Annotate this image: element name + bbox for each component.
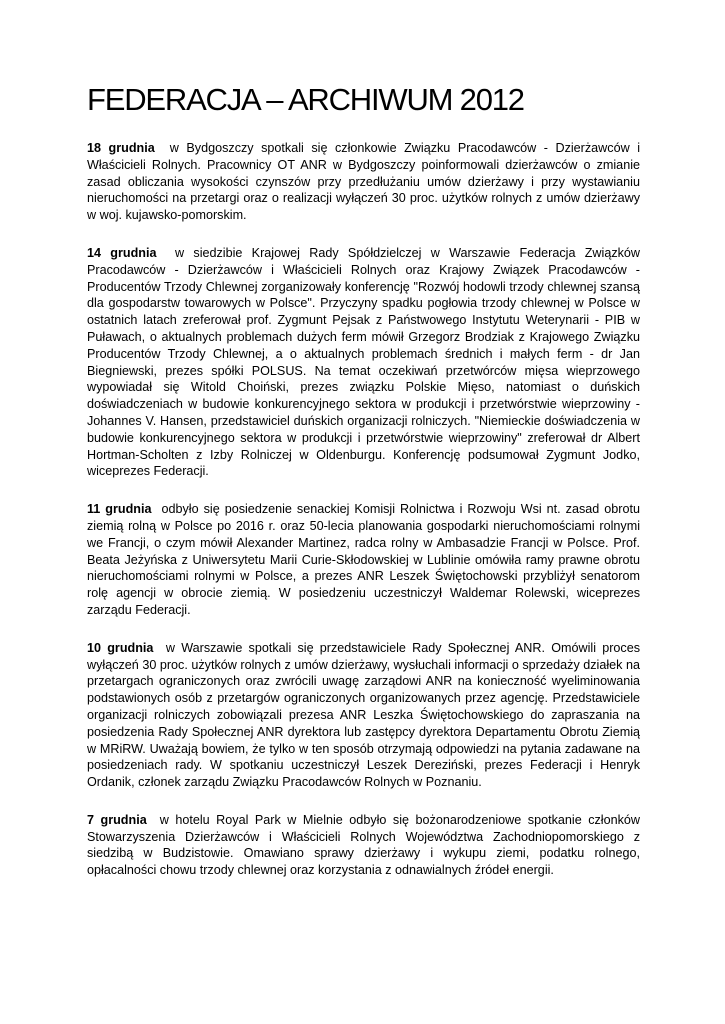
entry-date: 7 grudnia [87,812,147,827]
entry-text: w siedzibie Krajowej Rady Spółdzielczej w Warszawie Federacja Związków Pracodawców - Dzierżawców i Właścicieli Rolnych oraz Krajowy Związek Pracodawców - Producentów Trzody Chlewnej zorganizowały konferencję "Rozwój hodowli trzody chlewnej szansą dla gospodarstw towarowych w Polsce". Przyczyny spadku pogłowia trzody chlewnej w Polsce w ostatnich latach zreferował prof. Zygmunt Pejsak z Państwowego Instytutu Weterynarii - PIB w Puławach, o aktualnych problemach dużych ferm mówił Grzegorz Brodziak z Krajowego Związku Producentów Trzody Chlewnej, a o aktualnych problemach średnich i małych ferm - dr Jan Biegniewski, prezes spółki POLSUS. Na temat oczekiwań przetwórców mięsa wieprzowego wypowiadał się Witold Choiński, prezes związku Polskie Mięso, natomiast o duńskich doświadczeniach w budowie konkurencyjnego sektora w produkcji i przetwórstwie wieprzowiny - Johannes V. Hansen, przedstawiciel duńskich organizacji rolniczych. "Niemieckie doświadczenia w budowie konkurencyjnego sektora w produkcji i przetwórstwie wieprzowiny" zreferował dr Albert Hortman-Scholten z Izby Rolniczej w Oldenburgu. Konferencję podsumował Zygmunt Jodko, wiceprezes Federacji. [87,245,641,479]
archive-entry [87,812,640,879]
entry-date: 11 grudnia [87,502,152,517]
entry-text: w Bydgoszczy spotkali się członkowie Związku Pracodawców - Dzierżawców i Właścicieli Rolnych. Pracownicy OT ANR w Bydgoszczy poinformowali dzierżawców o zmianie zasad obliczania wysokości czynszów przy przedłużaniu umów dzierżawy i przy wystawianiu nieruchomości na przetargi oraz o realizacji wyłączeń 30 proc. użytków rolnych z umów dzierżawy w woj. kujawsko-pomorskim. [87,141,640,223]
entry-date: 10 grudnia [87,640,154,655]
entry-date: 14 grudnia [87,245,157,260]
page-title: FEDERACJA – ARCHIWUM 2012 [87,82,524,117]
entry-text: odbyło się posiedzenie senackiej Komisji Rolnictwa i Rozwoju Wsi nt. zasad obrotu ziemią rolną w Polsce po 2016 r. oraz 50-lecia planowania gospodarki nieruchomościami rolnymi we Francji, o czym mówił Alexander Martinez, radca rolny w Ambasadzie Francji w Polsce. Prof. Beata Jeżyńska z Uniwersytetu Marii Curie-Skłodowskiej w Lublinie omówiła ramy prawne obrotu nieruchomościami rolnymi w Polsce, a prezes ANR Leszek Świętochowski przybliżył senatorom rolę agencji w obrocie ziemią. W posiedzeniu uczestniczył Waldemar Rolewski, wiceprezes zarządu Federacji. [87,502,640,617]
archive-entry [87,140,640,224]
archive-entry [87,501,640,619]
archive-entry [87,640,640,791]
entry-text: w hotelu Royal Park w Mielnie odbyło się bożonarodzeniowe spotkanie członków Stowarzyszenia Dzierżawców i Właścicieli Rolnych Województwa Zachodniopomorskiego z siedzibą w Budzistowie. Omawiano sprawy dzierżawy i wykupu ziemi, podatku rolnego, opłacalności chowu trzody chlewnej oraz korzystania z odnawialnych źródeł energii. [87,812,641,878]
document-page [87,78,640,879]
entry-text: w Warszawie spotkali się przedstawiciele Rady Społecznej ANR. Omówili proces wyłączeń 30 proc. użytków rolnych z umów dzierżawy, wysłuchali informacji o sprzedaży działek na przetargach ograniczonych oraz zwrócili uwagę zarządowi ANR na konieczność wyeliminowania podstawionych osób z przetargów ograniczonych organizowanych przez agencję. Przedstawiciele organizacji rolniczych zobowiązali prezesa ANR Leszka Świętochowskiego do zapraszania na posiedzenia Rady Społecznej ANR dyrektora lub zastępcy dyrektora Departamentu Obrotu Ziemią w MRiRW. Uważają bowiem, że tylko w ten sposób otrzymają odpowiedzi na pytania zadawane na posiedzeniach rady. W spotkaniu uczestniczył Leszek Dereziński, prezes Federacji i Henryk Ordanik, członek zarządu Związku Pracodawców Rolnych w Poznaniu. [87,640,641,790]
archive-entry [87,245,640,480]
entry-date: 18 grudnia [87,141,155,155]
